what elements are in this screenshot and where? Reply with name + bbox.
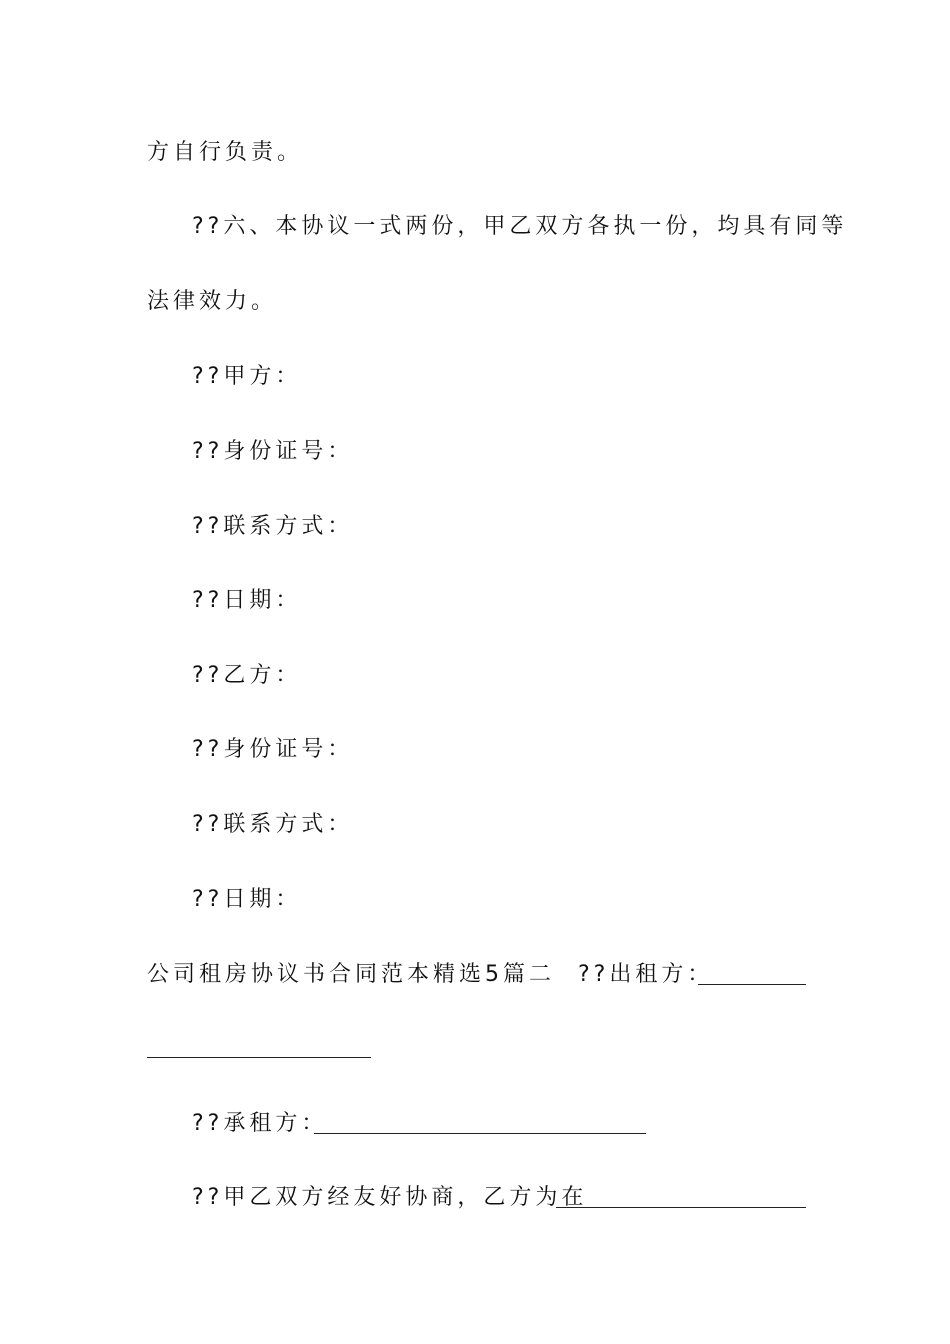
contact-a-label: ??联系方式：	[192, 514, 354, 539]
text-line: 法律效力。	[147, 289, 278, 314]
section-heading: 公司租房协议书合同范本精选5篇二	[147, 962, 555, 987]
agreement-text: ??甲乙双方经友好协商，乙方为在	[192, 1185, 588, 1210]
text-line: 方自行负责。	[147, 140, 304, 165]
party-b-label: ??乙方：	[192, 663, 302, 688]
id-a-label: ??身份证号：	[192, 439, 354, 464]
party-a-label: ??甲方：	[192, 364, 302, 389]
lessor-blank-continued	[147, 1057, 371, 1058]
date-a-label: ??日期：	[192, 588, 302, 613]
lessor-blank	[698, 984, 806, 985]
agreement-blank	[556, 1207, 806, 1208]
contact-b-label: ??联系方式：	[192, 812, 354, 837]
lessee-blank	[314, 1133, 646, 1134]
id-b-label: ??身份证号：	[192, 737, 354, 762]
lessee-label: ??承租方：	[192, 1111, 328, 1136]
date-b-label: ??日期：	[192, 887, 302, 912]
text-line: ??六、本协议一式两份，甲乙双方各执一份，均具有同等	[192, 214, 848, 239]
lessor-label: ??出租方：	[578, 962, 714, 987]
